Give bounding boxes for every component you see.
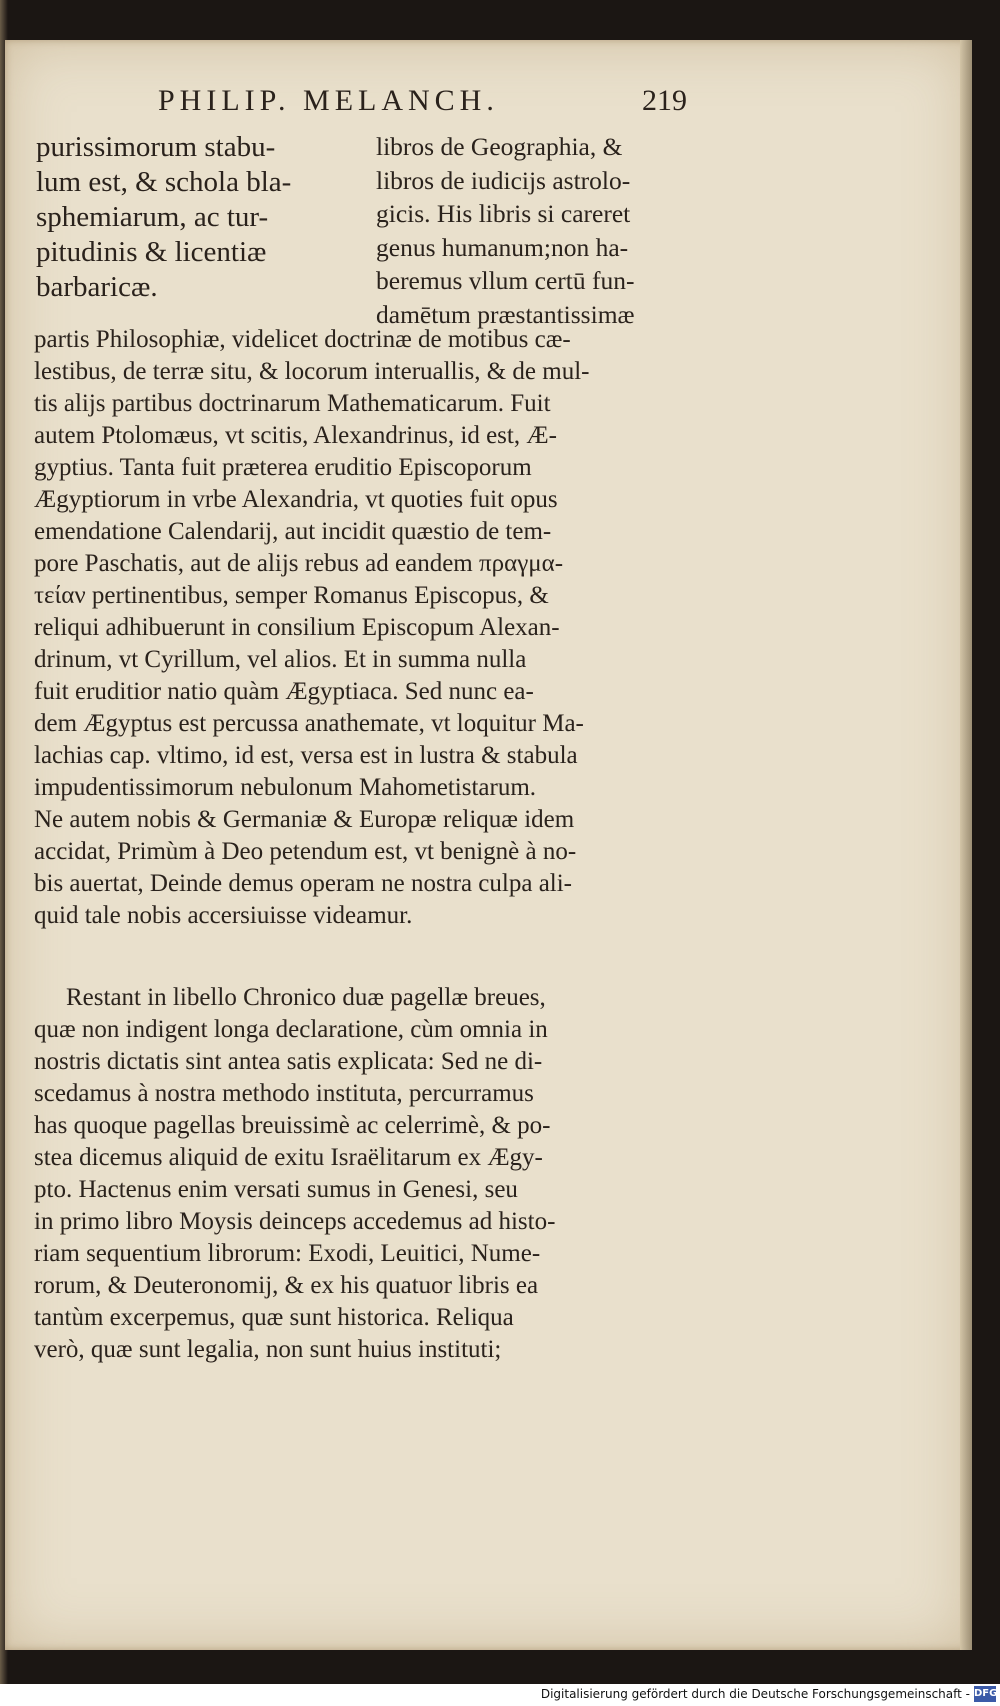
text-line: quæ non indigent longa declaratione, cùm omnia in <box>34 1016 548 1043</box>
text-line: lum est, & schola bla- <box>36 166 292 198</box>
text-line: Restant in libello Chronico duæ pagellæ breues, <box>66 984 546 1011</box>
text-line: drinum, vt Cyrillum, vel alios. Et in summa nulla <box>34 646 527 673</box>
text-line: pitudinis & licentiæ <box>36 236 267 268</box>
text-line: has quoque pagellas breuissimè ac celerrimè, & po- <box>34 1112 551 1139</box>
text-line: riam sequentium librorum: Exodi, Leuitici, Nume- <box>34 1240 541 1267</box>
text-line: reliqui adhibuerunt in consilium Episcopum Alexan- <box>34 614 560 641</box>
text-line: scedamus à nostra methodo instituta, percurramus <box>34 1080 534 1107</box>
text-line: lestibus, de terræ situ, & locorum interuallis, & de mul- <box>34 358 590 385</box>
text-line: pore Paschatis, aut de alijs rebus ad eandem πραγμα- <box>34 550 564 577</box>
text-line: gyptius. Tanta fuit præterea eruditio Episcoporum <box>34 454 532 481</box>
text-line: barbaricæ. <box>36 271 158 303</box>
body-paragraph-2 <box>34 982 684 1366</box>
text-line: τείαν pertinentibus, semper Romanus Episcopus, & <box>34 582 549 609</box>
text-line: tantùm excerpemus, quæ sunt historica. Reliqua <box>34 1304 514 1331</box>
text-line: libros de iudicijs astrolo- <box>376 165 631 195</box>
text-line: bis auertat, Deinde demus operam ne nostra culpa ali- <box>34 870 573 897</box>
text-line: beremus vllum certū fun- <box>376 266 635 295</box>
text-line: stea dicemus aliquid de exitu Israëlitarum ex Ægy- <box>34 1144 543 1171</box>
text-line: Ne autem nobis & Germaniæ & Europæ reliquæ idem <box>34 806 575 833</box>
text-line: autem Ptolomæus, vt scitis, Alexandrinus, id est, Æ- <box>34 422 557 449</box>
text-line: partis Philosophiæ, videlicet doctrinæ de motibus cæ- <box>34 326 571 353</box>
text-line: damētum præstantissimæ <box>376 299 635 329</box>
text-line: dem Ægyptus est percussa anathemate, vt loquitur Ma- <box>34 710 584 737</box>
page-number: 219 <box>642 84 687 117</box>
digitization-credit: Digitalisierung gefördert durch die Deutsche Forschungsgemeinschaft - <box>540 1687 970 1701</box>
text-line: tis alijs partibus doctrinarum Mathematicarum. Fuit <box>34 390 551 417</box>
text-line: lachias cap. vltimo, id est, versa est in lustra & stabula <box>34 742 578 769</box>
running-head: PHILIP. MELANCH. <box>158 84 499 117</box>
text-line: Ægyptiorum in vrbe Alexandria, vt quoties fuit opus <box>34 486 558 513</box>
page-edge <box>960 40 972 1650</box>
text-line: pto. Hactenus enim versati sumus in Genesi, seu <box>34 1176 518 1203</box>
text-line: impudentissimorum nebulonum Mahometistarum. <box>34 774 537 801</box>
text-line: fuit eruditior natio quàm Ægyptiaca. Sed nunc ea- <box>34 678 534 705</box>
text-line: quid tale nobis accersiuisse videamur. <box>34 902 413 929</box>
text-line: accidat, Primùm à Deo petendum est, vt benignè à no- <box>34 838 577 865</box>
text-line: verò, quæ sunt legalia, non sunt huius instituti; <box>34 1336 502 1363</box>
text-line: emendatione Calendarij, aut incidit quæstio de tem- <box>34 518 552 545</box>
text-line: genus humanum;non ha- <box>376 232 629 262</box>
text-line: libros de Geographia, & <box>376 132 623 161</box>
text-line: in primo libro Moysis deinceps accedemus ad histo- <box>34 1208 556 1235</box>
text-line: gicis. His libris si careret <box>376 199 631 228</box>
text-line: rorum, & Deuteronomij, & ex his quatuor libris ea <box>34 1272 539 1299</box>
text-line: purissimorum stabu- <box>36 131 276 163</box>
dfg-logo-icon: DFG <box>974 1686 996 1702</box>
left-column-large-text <box>36 130 356 305</box>
right-column-text <box>376 130 696 331</box>
text-line: sphemiarum, ac tur- <box>36 201 269 233</box>
text-line: nostris dictatis sint antea satis explicata: Sed ne di- <box>34 1048 543 1075</box>
body-paragraph-1 <box>34 324 684 932</box>
